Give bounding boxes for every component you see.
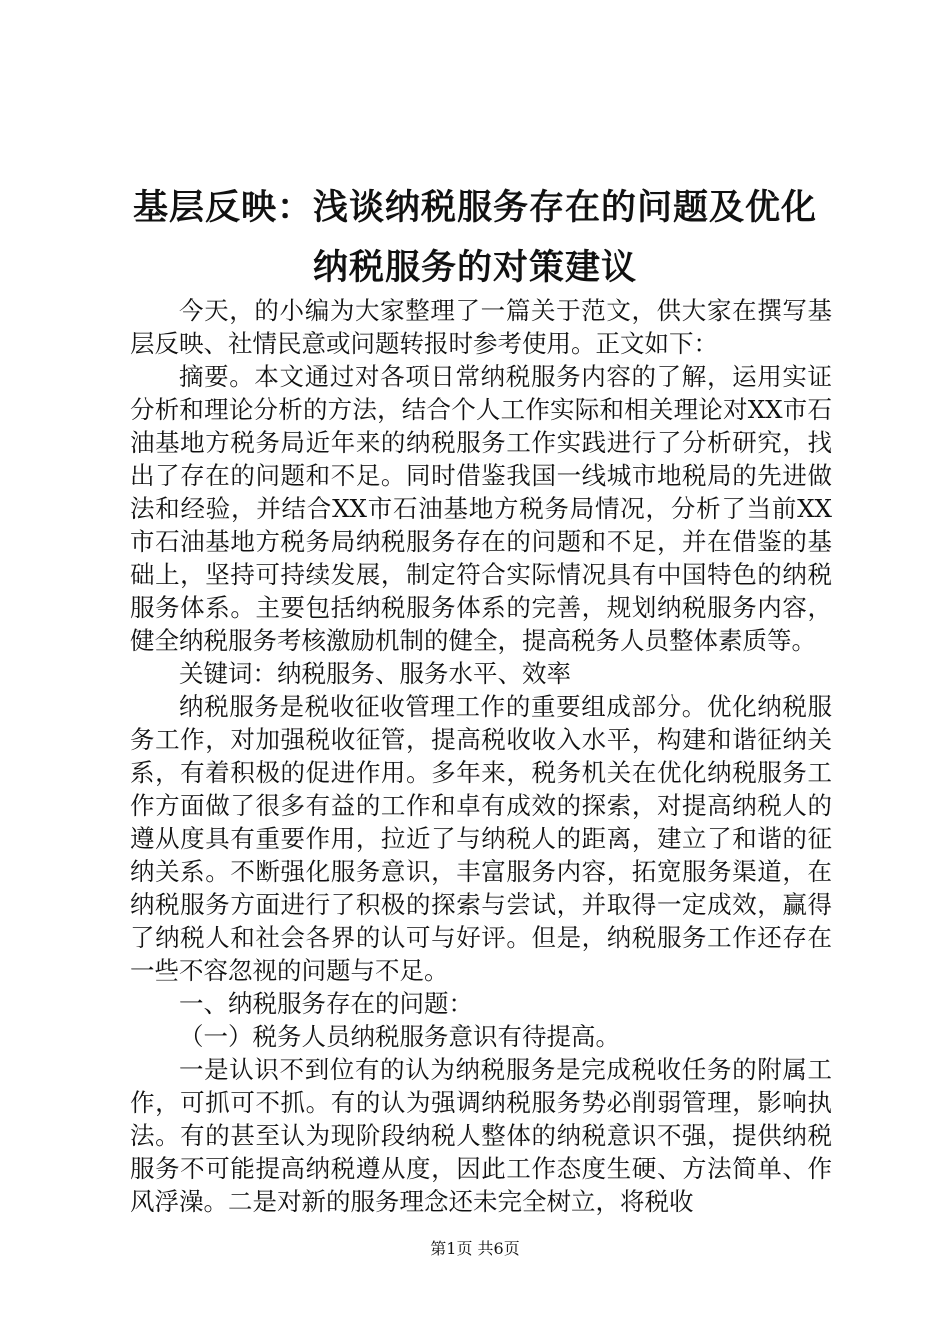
section-heading-1: 一、纳税服务存在的问题： (179, 989, 473, 1018)
document-title: 基层反映：浅谈纳税服务存在的问题及优化纳税服务的对策建议 (132, 187, 817, 288)
paragraph-keywords: 关键词：纳税服务、服务水平、效率 (179, 659, 571, 688)
paragraph-abstract: 摘要。本文通过对各项日常纳税服务内容的了解，运用实证分析和理论分析的方法，结合个人工作实际和相关理论对XX市石油基地方税务局近年来的纳税服务工作实践进行了分析研究，找出了存在的问题和不足。同时借鉴我国一线城市地税局的先进做法和经验，并结合XX市石油基地方税务局情况，分析了当前XX市石油基地方税务局纳税服务存在的问题和不足，并在借鉴的基础上，坚持可持续发展，制定符合实际情况具有中国特色的纳税服务体系。主要包括纳税服务体系的完善，规划纳税服务内容，健全纳税服务考核激励机制的健全，提高税务人员整体素质等。 (130, 362, 832, 655)
page-number-footer: 第1页 共6页 (430, 1239, 520, 1258)
paragraph-problem-1: 一是认识不到位有的认为纳税服务是完成税收任务的附属工作，可抓可不抓。有的认为强调纳税服务势必削弱管理，影响执法。有的甚至认为现阶段纳税人整体的纳税意识不强，提供纳税服务不可能提高纳税遵从度，因此工作态度生硬、方法简单、作风浮澡。二是对新的服务理念还未完全树立，将税收 (130, 1055, 832, 1216)
document-body (130, 294, 832, 1218)
subsection-heading-1: （一）税务人员纳税服务意识有待提高。 (179, 1022, 620, 1051)
paragraph-main: 纳税服务是税收征收管理工作的重要组成部分。优化纳税服务工作，对加强税收征管，提高税收收入水平，构建和谐征纳关系，有着积极的促进作用。多年来，税务机关在优化纳税服务工作方面做了很多有益的工作和卓有成效的探索，对提高纳税人的遵从度具有重要作用，拉近了与纳税人的距离，建立了和谐的征纳关系。不断强化服务意识，丰富服务内容，拓宽服务渠道，在纳税服务方面进行了积极的探索与尝试，并取得一定成效，赢得了纳税人和社会各界的认可与好评。但是，纳税服务工作还存在一些不容忽视的问题与不足。 (130, 692, 832, 985)
paragraph-intro: 今天，的小编为大家整理了一篇关于范文，供大家在撰写基层反映、社情民意或问题转报时参考使用。正文如下： (130, 296, 832, 358)
